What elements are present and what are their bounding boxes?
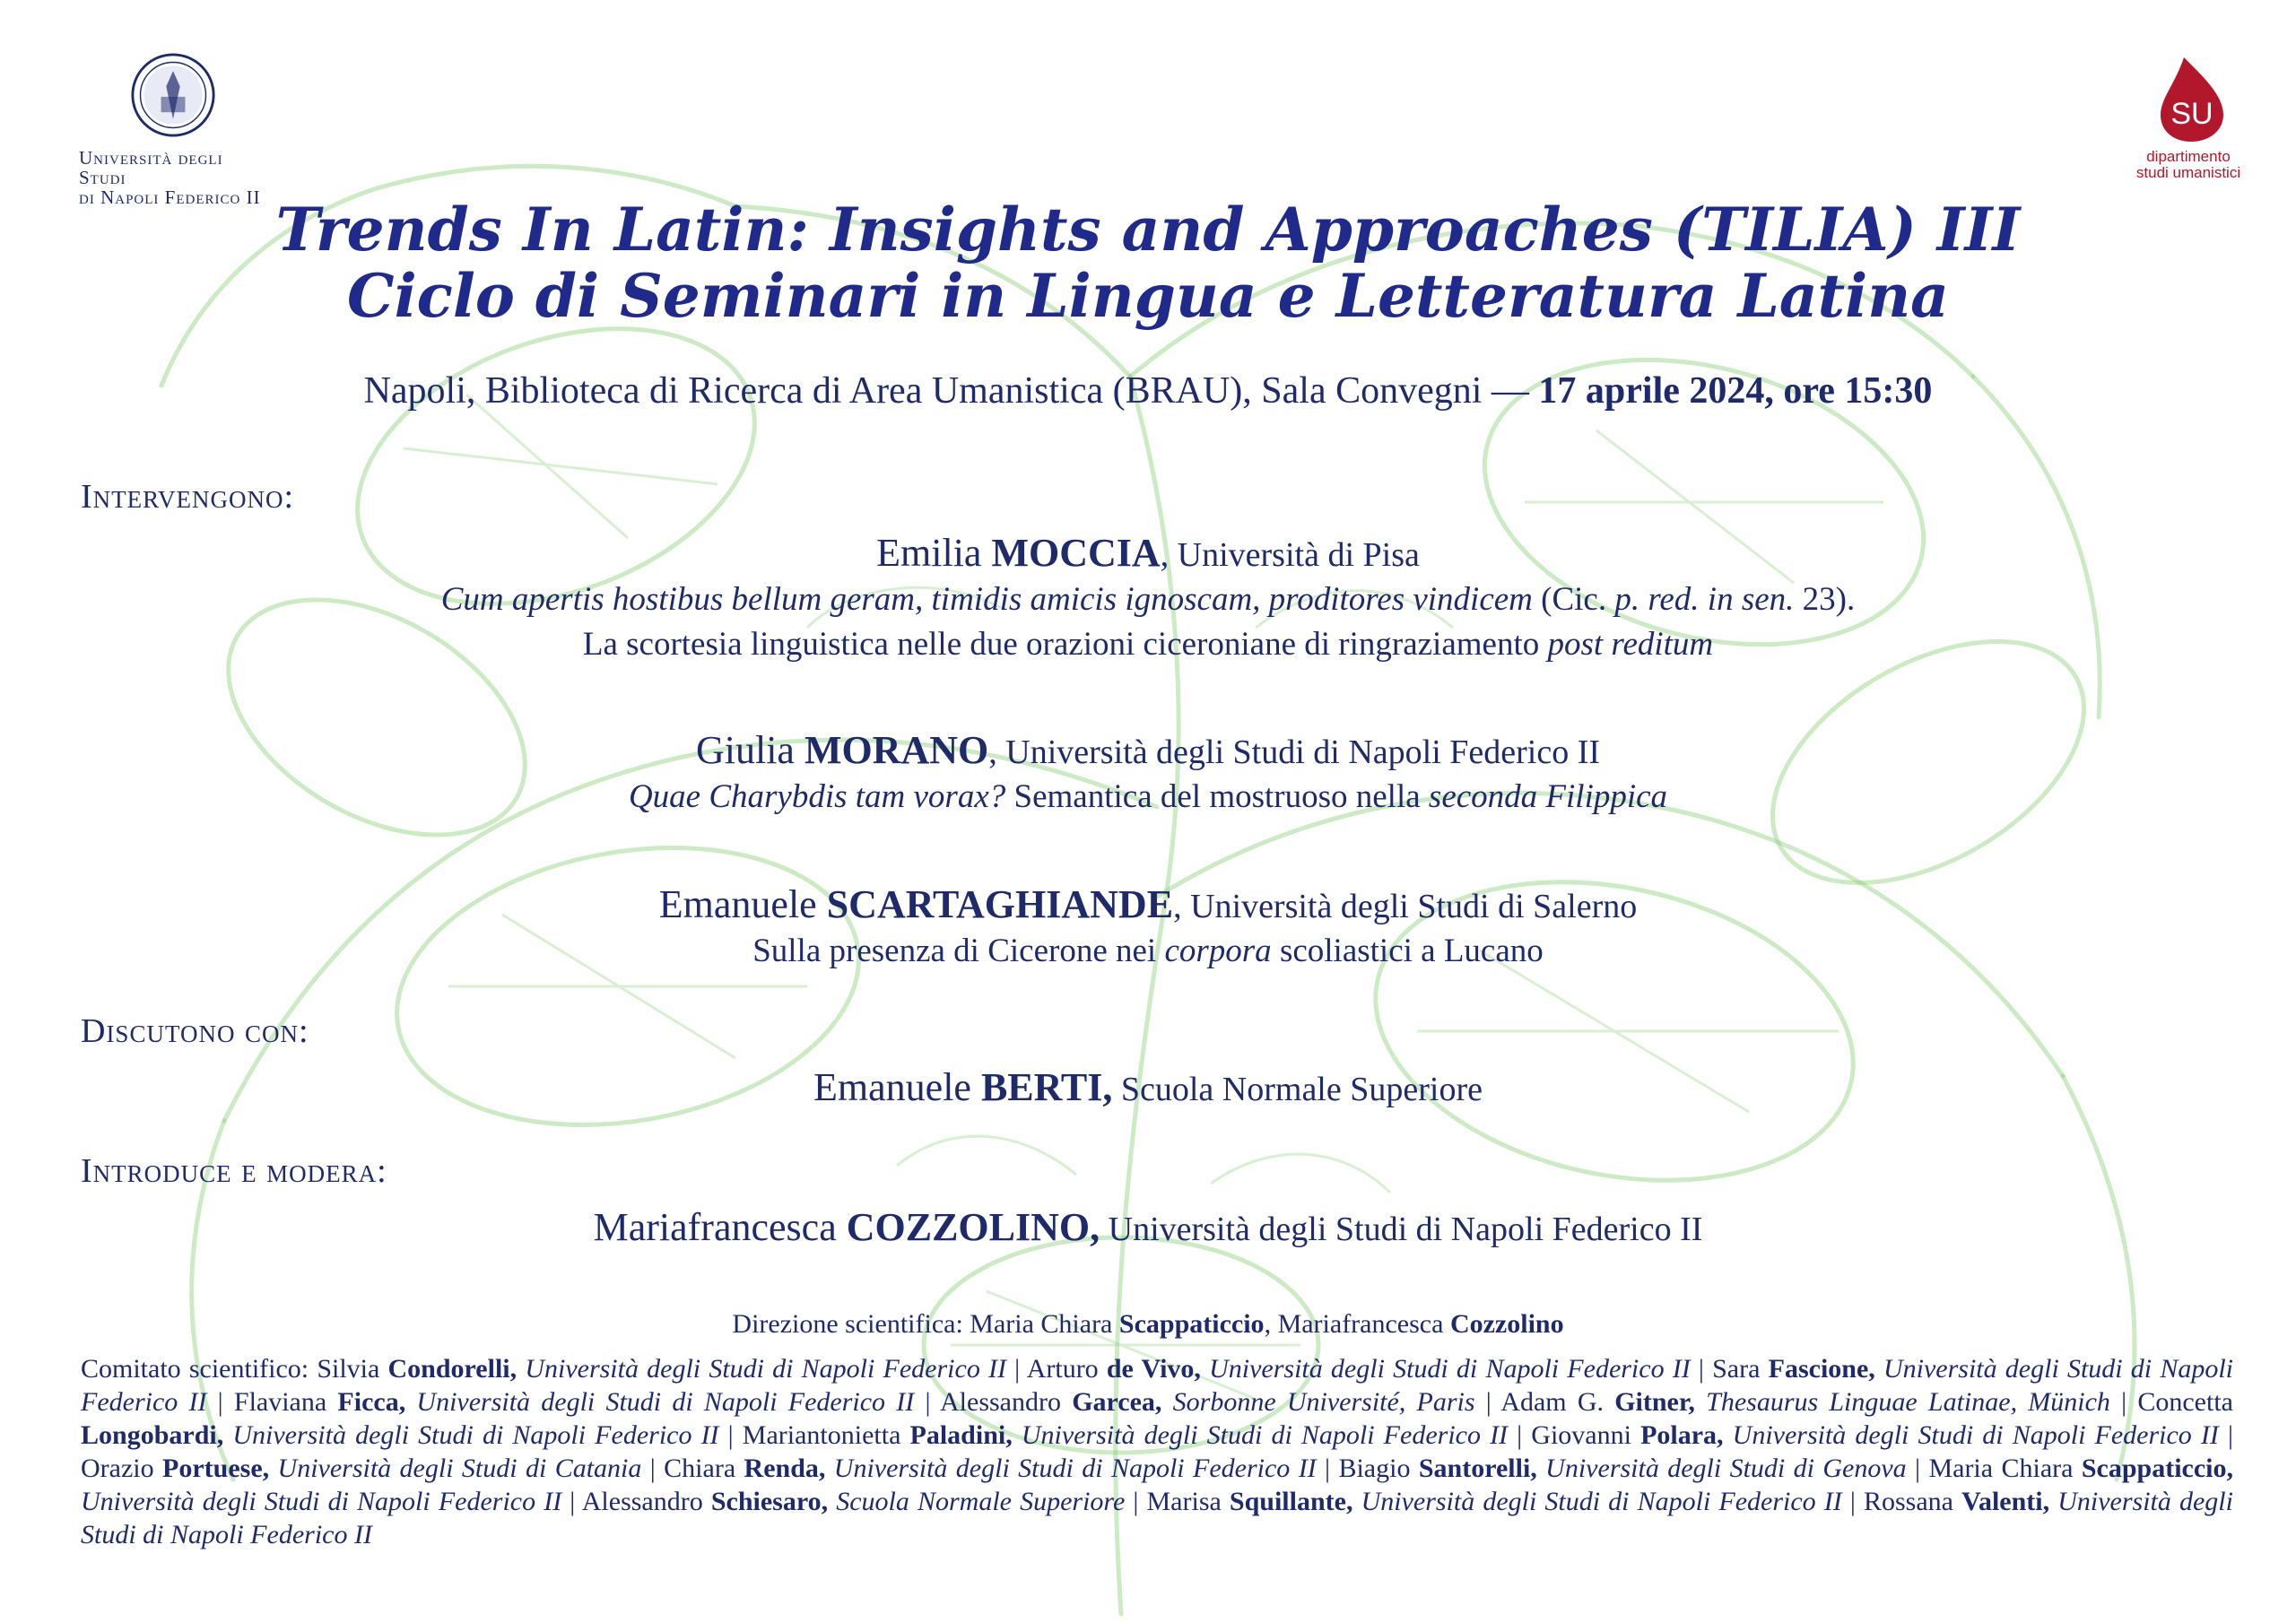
member-separator: | <box>1005 1354 1027 1384</box>
department-label: dipartimento <box>2146 148 2231 165</box>
member-first-name: Sara <box>1712 1354 1769 1384</box>
member-separator: | <box>914 1387 940 1417</box>
speaker-surname: MORANO <box>804 728 989 772</box>
talk-citation-open: (Cic. <box>1532 581 1615 618</box>
speaker-first-name: Giulia <box>695 728 804 772</box>
member-surname: Squillante, <box>1229 1487 1353 1516</box>
section-label-intervengono: Intervengono: <box>81 478 295 516</box>
committee-member <box>1500 1387 2110 1417</box>
speaker-name-line <box>0 1065 2296 1112</box>
committee-member <box>582 1487 1126 1516</box>
member-affiliation: Sorbonne Université, Paris <box>1161 1387 1475 1417</box>
member-separator: | <box>1316 1454 1339 1483</box>
member-first-name: Concetta <box>2137 1387 2233 1417</box>
committee-member <box>940 1387 1475 1417</box>
member-first-name: Biagio <box>1338 1454 1419 1483</box>
speaker-surname: MOCCIA <box>991 531 1161 575</box>
page-subtitle: Ciclo di Seminari in Lingua e Letteratura Latina <box>347 261 1949 331</box>
talk-subtitle-italic: post reditum <box>1547 626 1714 663</box>
member-separator: | <box>1508 1420 1532 1450</box>
talk-title-line-1 <box>0 577 2296 622</box>
member-separator: | <box>641 1454 665 1483</box>
su-mark-text: SU <box>2170 97 2213 131</box>
member-separator: | <box>561 1487 582 1516</box>
member-separator: | <box>1125 1487 1147 1516</box>
member-surname: Valenti, <box>1961 1487 2050 1516</box>
venue-place: Napoli, Biblioteca di Ricerca di Area Umanistica (BRAU), Sala Convegni — <box>363 370 1539 412</box>
member-separator: | <box>1841 1487 1864 1516</box>
director-2: Cozzolino <box>1449 1309 1564 1339</box>
committee-member <box>1027 1354 1691 1384</box>
speaker-name-line <box>0 1205 2296 1252</box>
committee-member <box>317 1354 1006 1384</box>
member-affiliation: Università degli Studi di Napoli Federico II <box>81 1354 2233 1417</box>
member-affiliation: Università degli Studi di Napoli Federico II <box>825 1454 1317 1483</box>
speaker-affiliation: , Università di Pisa <box>1160 536 1420 574</box>
department-name: studi umanistici <box>2135 164 2241 181</box>
talk-title-italic: corpora <box>1164 933 1272 969</box>
member-surname: de Vivo, <box>1106 1354 1201 1384</box>
member-affiliation: Università degli Studi di Napoli Federico II <box>1352 1487 1842 1516</box>
member-separator: | <box>1690 1354 1713 1384</box>
speaker-affiliation: , Università degli Studi di Salerno <box>1173 888 1638 925</box>
member-affiliation: Scuola Normale Superiore <box>828 1487 1126 1516</box>
member-surname: Gitner, <box>1614 1387 1695 1417</box>
scientific-committee <box>81 1352 2233 1551</box>
member-separator: | <box>2218 1420 2234 1450</box>
university-name-line-1: Università degli Studi <box>79 147 223 188</box>
talk-title-italic: seconda Filippica <box>1428 778 1668 815</box>
event-datetime: 17 aprile 2024, ore 15:30 <box>1538 370 1933 412</box>
member-affiliation: Università degli Studi di Napoli Federico II <box>81 1487 2233 1549</box>
member-surname: Portuese, <box>162 1454 270 1483</box>
speaker-first-name: Emilia <box>876 531 992 575</box>
speaker-affiliation: , Università degli Studi di Napoli Federico II <box>988 733 1601 771</box>
committee-member <box>1338 1454 1906 1483</box>
speaker-surname: COZZOLINO, <box>846 1205 1100 1249</box>
member-affiliation: Università degli Studi di Genova <box>1536 1454 1907 1483</box>
member-surname: Santorelli, <box>1418 1454 1537 1483</box>
talk-title <box>0 929 2296 974</box>
member-separator: | <box>2109 1387 2138 1417</box>
speaker-scartaghiande <box>0 882 2296 974</box>
member-first-name: Maria Chiara <box>1928 1454 2082 1483</box>
talk-quote: Cum apertis hostibus bellum geram, timidis amicis ignoscam, proditores vindicem <box>440 581 1533 618</box>
member-affiliation: Università degli Studi di Napoli Federico II <box>517 1354 1006 1384</box>
venue-line <box>0 369 2296 412</box>
section-label-discutono: Discutono con: <box>81 1012 309 1050</box>
director-1: Scappaticcio <box>1118 1309 1265 1339</box>
talk-citation-work: p. red. in sen. <box>1614 581 1795 618</box>
direction-label: Direzione scientifica: Maria Chiara <box>732 1309 1119 1339</box>
university-seal-icon <box>130 52 216 138</box>
moderator-cozzolino <box>0 1205 2296 1252</box>
committee-member <box>1147 1487 1842 1516</box>
discussant-berti <box>0 1065 2296 1112</box>
speaker-name-line <box>0 728 2296 775</box>
committee-member <box>81 1454 641 1483</box>
member-affiliation: Thesaurus Linguae Latinae, Münich <box>1694 1387 2110 1417</box>
department-logo <box>2126 54 2251 182</box>
member-surname: Ficca, <box>337 1387 406 1417</box>
member-first-name: Giovanni <box>1531 1420 1641 1450</box>
speaker-name-line <box>0 531 2296 577</box>
speaker-first-name: Emanuele <box>658 882 827 926</box>
committee-member <box>664 1454 1317 1483</box>
member-first-name: Arturo <box>1026 1354 1107 1384</box>
member-surname: Fascione, <box>1768 1354 1875 1384</box>
member-first-name: Flaviana <box>233 1387 338 1417</box>
member-first-name: Rossana <box>1863 1487 1962 1516</box>
member-separator: | <box>718 1420 743 1450</box>
member-affiliation: Università degli Studi di Napoli Federico II <box>405 1387 915 1417</box>
page-title: Trends In Latin: Insights and Approaches (TILIA) III <box>275 195 2021 265</box>
committee-member <box>743 1420 1508 1450</box>
committee-member <box>1531 1420 2219 1450</box>
su-drop-icon <box>2148 54 2229 143</box>
speaker-affiliation: Università degli Studi di Napoli Federico II <box>1100 1211 1703 1248</box>
member-affiliation: Università degli Studi di Napoli Federico II <box>1012 1420 1509 1450</box>
committee-label: Comitato scientifico: <box>81 1354 317 1384</box>
member-first-name: Chiara <box>664 1454 744 1483</box>
committee-member <box>234 1387 914 1417</box>
talk-subtitle: La scortesia linguistica nelle due orazioni ciceroniane di ringraziamento <box>582 626 1548 663</box>
direction-separator: , Mariafrancesca <box>1264 1309 1450 1339</box>
member-separator: | <box>1906 1454 1929 1483</box>
member-first-name: Silvia <box>317 1354 388 1384</box>
member-surname: Renda, <box>744 1454 826 1483</box>
member-first-name: Marisa <box>1146 1487 1230 1516</box>
member-surname: Longobardi, <box>81 1420 224 1450</box>
university-logo <box>79 52 267 207</box>
university-name-line-2: di Napoli Federico II <box>79 187 261 208</box>
speaker-name-line <box>0 882 2296 929</box>
member-affiliation: Università degli Studi di Napoli Federico II <box>1200 1354 1691 1384</box>
speaker-surname: SCARTAGHIANDE <box>826 882 1174 926</box>
member-first-name: Alessandro <box>581 1487 711 1516</box>
member-affiliation: Università degli Studi di Napoli Federico II <box>223 1420 719 1450</box>
speaker-first-name: Emanuele <box>813 1065 981 1109</box>
talk-title-text: Semantica del mostruoso nella <box>1005 778 1429 815</box>
section-label-introduce: Introduce e modera: <box>81 1152 387 1190</box>
speaker-first-name: Mariafrancesca <box>593 1205 847 1249</box>
member-separator: | <box>1474 1387 1501 1417</box>
talk-title-text: Sulla presenza di Cicerone nei <box>752 933 1165 969</box>
member-surname: Condorelli, <box>387 1354 517 1384</box>
talk-title <box>0 775 2296 820</box>
scientific-direction <box>0 1309 2296 1340</box>
talk-quote: Quae Charybdis tam vorax? <box>628 778 1006 815</box>
speaker-surname: BERTI, <box>980 1065 1113 1109</box>
member-surname: Garcea, <box>1072 1387 1162 1417</box>
member-first-name: Adam G. <box>1500 1387 1615 1417</box>
talk-citation-close: 23). <box>1794 581 1856 618</box>
member-affiliation: Università degli Studi di Napoli Federico II <box>81 1487 562 1516</box>
member-surname: Scappaticcio, <box>2081 1454 2233 1483</box>
member-first-name: Orazio <box>81 1454 163 1483</box>
member-surname: Schiesaro, <box>710 1487 829 1516</box>
member-first-name: Mariantonietta <box>742 1420 910 1450</box>
member-affiliation: Università degli Studi di Napoli Federico II <box>1723 1420 2219 1450</box>
talk-title-end: scoliastici a Lucano <box>1271 933 1544 969</box>
speaker-moccia <box>0 531 2296 667</box>
member-surname: Paladini, <box>909 1420 1013 1450</box>
member-first-name: Alessandro <box>940 1387 1073 1417</box>
speaker-affiliation: Scuola Normale Superiore <box>1112 1071 1483 1108</box>
member-surname: Polara, <box>1640 1420 1724 1450</box>
member-separator: | <box>206 1387 234 1417</box>
talk-title-line-2 <box>0 622 2296 667</box>
speaker-morano <box>0 728 2296 820</box>
committee-list <box>81 1354 2233 1549</box>
member-affiliation: Università degli Studi di Catania <box>269 1454 642 1483</box>
